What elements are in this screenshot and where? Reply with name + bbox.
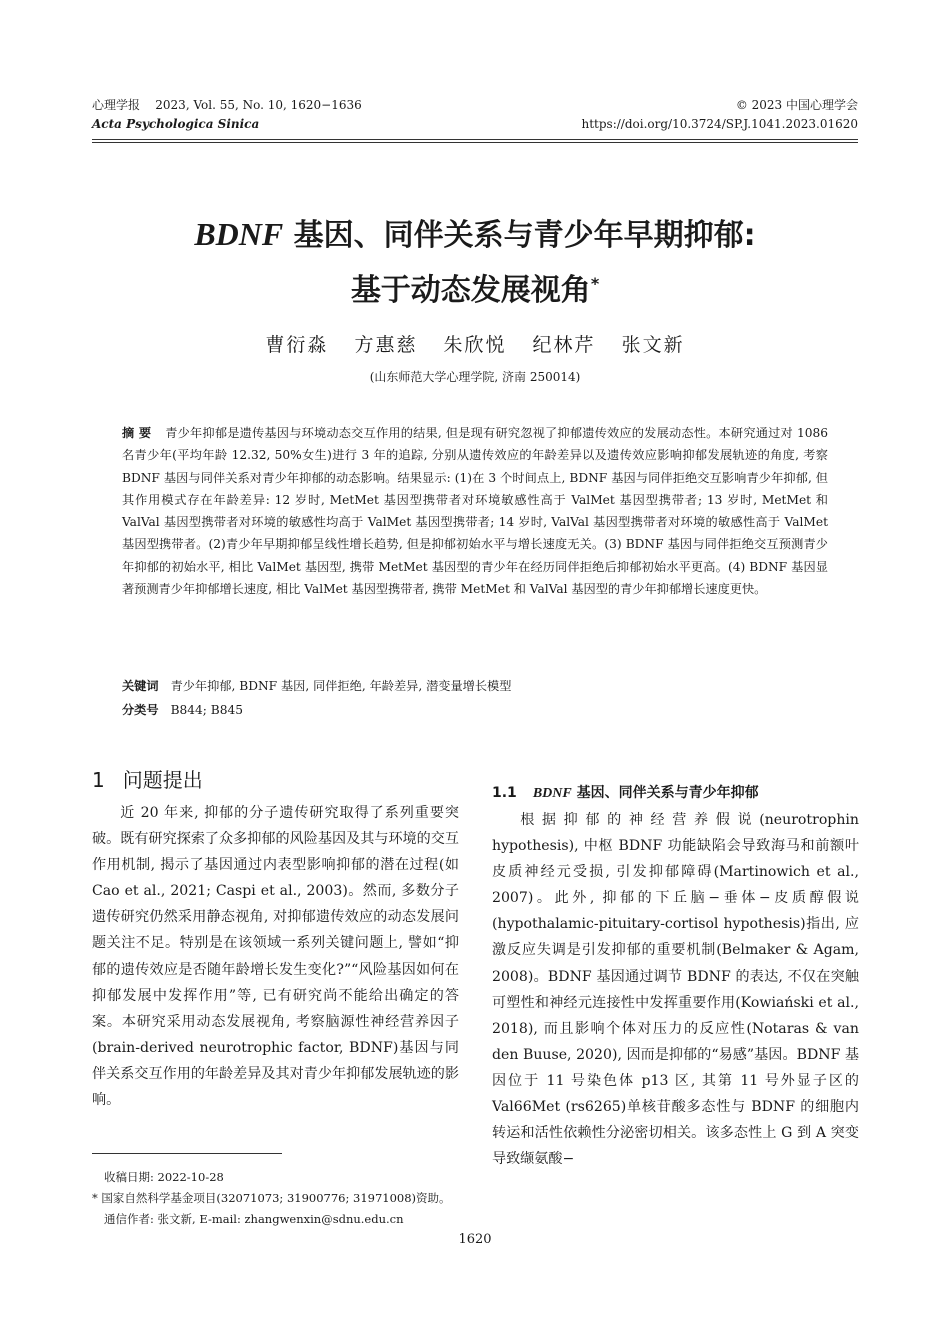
- received-date: 收稿日期: 2022-10-28: [104, 1170, 224, 1184]
- section-number: 1: [92, 768, 105, 792]
- author-list: 曹衍淼 方惠慈 朱欣悦 纪林芹 张文新: [265, 334, 685, 356]
- section-title: 问题提出: [122, 768, 203, 792]
- running-header-right: [581, 96, 858, 134]
- right-column-paragraph: 根据抑郁的神经营养假说(neurotrophin hypothesis), 中枢 BDNF 功能缺陷会导致海马和前额叶皮质神经元受损, 引发抑郁障碍(Martinowich et al., 2007)。此外, 抑郁的下丘脑−垂体−皮质醇假说(hypothalamic-pituitary-cortisol hypothesis)指出, 应激反应失调是引发抑郁的重要机制(Belmaker & Agam, 2008)。BDNF 基因通过调节 BDNF 的表达, 不仅在突触可塑性和神经元连接性中发挥重要作用(Kowiański et al., 2018), 而且影响个体对压力的反应性(Notaras & van den Buuse, 2020), 因而是抑郁的“易感”基因。BDNF 基因位于 11 号染色体 p13 区, 其第 11 号外显子区的 Val66Met (rs6265)单核苷酸多态性与 BDNF 的细胞内转运和活性依赖性分泌密切相关。该多态性上 G 到 A 突变导致缬氨酸−: [492, 812, 859, 1168]
- affiliation: (山东师范大学心理学院, 济南 250014): [369, 370, 581, 384]
- title-line2: 基于动态发展视角: [350, 273, 591, 308]
- copyright: © 2023 中国心理学会: [735, 98, 858, 112]
- keywords-label: 关键词: [122, 679, 159, 693]
- subsection-gene: BDNF: [532, 786, 572, 801]
- doi-link[interactable]: https://doi.org/10.3724/SP.J.1041.2023.01620: [581, 117, 858, 131]
- article-title: [92, 210, 858, 315]
- classification-text: B844; B845: [170, 703, 243, 717]
- right-column: [492, 780, 859, 1172]
- correspondence: 通信作者: 张文新, E-mail: zhangwenxin@sdnu.edu.cn: [104, 1212, 404, 1226]
- keywords-text: 青少年抑郁, BDNF 基因, 同伴拒绝, 年龄差异, 潜变量增长模型: [170, 679, 512, 693]
- journal-citation: 2023, Vol. 55, No. 10, 1620−1636: [155, 98, 362, 112]
- keywords: [122, 676, 828, 696]
- running-header-left: [92, 96, 362, 134]
- classification: [122, 700, 828, 720]
- page-number: 1620: [458, 1232, 492, 1247]
- classification-label: 分类号: [122, 703, 159, 717]
- title-line1: 基因、同伴关系与青少年早期抑郁:: [283, 218, 756, 253]
- abstract-text: 青少年抑郁是遗传基因与环境动态交互作用的结果, 但是现有研究忽视了抑郁遗传效应的发展动态性。本研究通过对 1086 名青少年(平均年龄 12.32, 50%女生)进行 3 年的追踪, 分别从遗传效应的年龄差异以及遗传效应影响抑郁发展轨迹的角度, 考察 BDNF 基因与同伴关系对青少年抑郁的动态影响。结果显示: (1)在 3 个时间点上, BDNF 基因与同伴拒绝交互影响青少年抑郁, 但其作用模式存在年龄差异: 12 岁时, MetMet 基因型携带者对环境敏感性高于 ValMet 基因型携带者; 13 岁时, MetMet 和 ValVal 基因型携带者对环境的敏感性均高于 ValMet 基因型携带者; 14 岁时, ValVal 基因型携带者对环境的敏感性高于 ValMet 基因型携带者。(2)青少年早期抑郁呈线性增长趋势, 但是抑郁初始水平与增长速度无关。(3) BDNF 基因与同伴拒绝交互预测青少年抑郁的初始水平, 相比 ValMet 基因型, 携带 MetMet 基因型的青少年在经历同伴拒绝后抑郁初始水平更高。(4) BDNF 基因显著预测青少年抑郁增长速度, 相比 ValMet 基因型携带者, 携带 MetMet 和 ValVal 基因型的青少年抑郁增长速度更快。: [122, 426, 829, 597]
- abstract-label: 摘 要: [122, 426, 152, 440]
- title-gene: BDNF: [194, 216, 284, 252]
- funding-note: * 国家自然科学基金项目(32071073; 31900776; 31971008)资助。: [92, 1191, 451, 1205]
- abstract: [122, 422, 828, 600]
- header-rule-top: [92, 139, 858, 140]
- subsection-title: 基因、同伴关系与青少年抑郁: [571, 785, 759, 801]
- subsection-number: 1.1: [492, 785, 517, 801]
- header-rule-bottom: [92, 142, 858, 143]
- section-heading: [92, 764, 203, 793]
- journal-name-cn: 心理学报: [92, 98, 141, 112]
- footnotes: [92, 1167, 858, 1230]
- subsection-heading: [492, 780, 859, 807]
- title-footnote-mark: *: [590, 274, 600, 293]
- journal-name-en: Acta Psychologica Sinica: [92, 117, 260, 131]
- footnote-rule: [92, 1153, 282, 1154]
- left-column-paragraph: 近 20 年来, 抑郁的分子遗传研究取得了系列重要突破。既有研究探索了众多抑郁的风险基因及其与环境的交互作用机制, 揭示了基因通过内表型影响抑郁的潜在过程(如 Cao et al., 2021; Caspi et al., 2003)。然而, 多数分子遗传研究仍然采用静态视角, 对抑郁遗传效应的动态发展问题关注不足。特别是在该领域一系列关键问题上, 譬如“抑郁的遗传效应是否随年龄增长发生变化?”“风险基因如何在抑郁发展中发挥作用”等, 已有研究尚不能给出确定的答案。本研究采用动态发展视角, 考察脑源性神经营养因子(brain-derived neurotrophic factor, BDNF)基因与同伴关系交互作用的年龄差异及其对青少年抑郁发展轨迹的影响。: [92, 805, 459, 1109]
